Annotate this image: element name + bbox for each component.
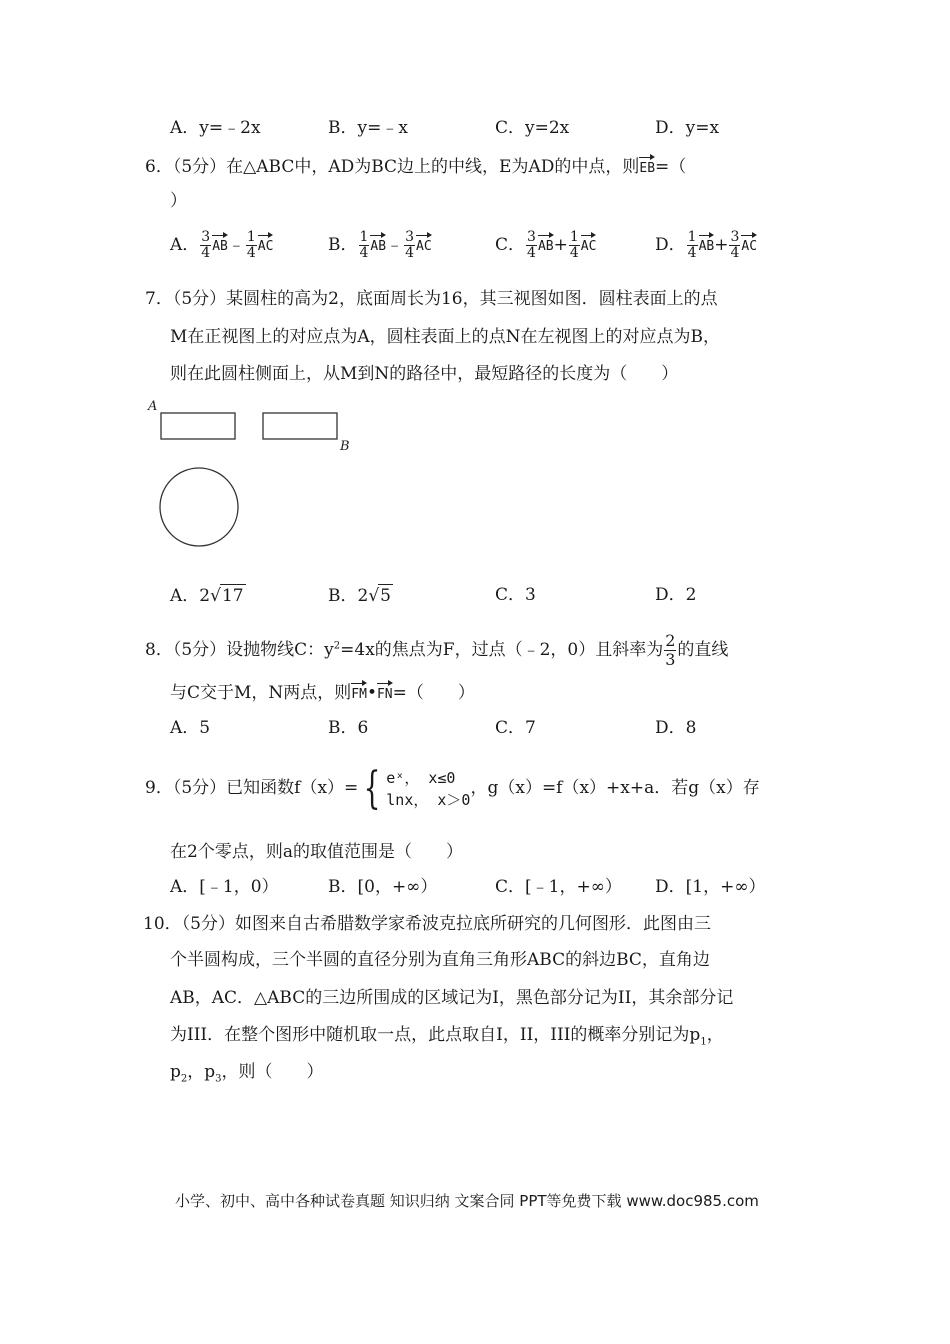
q5-option-a: A．y=﹣2x bbox=[170, 118, 261, 138]
option-label: D． bbox=[655, 235, 686, 255]
fraction: $\frac{3}{4}$ bbox=[527, 229, 536, 261]
coefficient: 2 bbox=[199, 586, 211, 606]
vector-fm: FM bbox=[351, 680, 367, 706]
q10-text: ， bbox=[706, 1025, 724, 1045]
top-view-circle bbox=[160, 468, 238, 546]
q8-stem-line1 bbox=[145, 632, 728, 669]
q7-stem-line1 bbox=[145, 288, 718, 310]
q6-score: （5分） bbox=[172, 157, 227, 177]
q9-text: 已知函数f（x）= bbox=[226, 778, 359, 798]
q9-text: ，g（x）=f（x）+x+a．若g（x）存 bbox=[470, 778, 760, 798]
q8-score: （5分） bbox=[172, 640, 227, 660]
plus-sign: + bbox=[714, 235, 729, 255]
vector-ab: AB bbox=[212, 232, 228, 258]
q8-option-d: D．8 bbox=[655, 718, 697, 738]
q8-option-a: A．5 bbox=[170, 718, 211, 738]
piecewise-brace: { bbox=[363, 762, 381, 814]
vector-fn: FN bbox=[377, 680, 393, 706]
q7-option-c: C．3 bbox=[495, 585, 536, 605]
q7-option-d: D．2 bbox=[655, 585, 697, 605]
dot-product: • bbox=[366, 683, 377, 703]
q8-text: 的直线 bbox=[677, 640, 729, 660]
q10-score: （5分） bbox=[181, 914, 235, 934]
q6-option-d bbox=[655, 230, 757, 261]
q6-close-paren: ） bbox=[170, 191, 187, 211]
radicand: 5 bbox=[380, 586, 391, 606]
q9-stem-line2: 在2个零点，则a的取值范围是（ ） bbox=[170, 842, 463, 862]
minus-sign: ﹣ bbox=[386, 235, 404, 255]
q10-stem-line2: 个半圆构成，三个半圆的直径分别为直角三角形ABC的斜边BC，直角边 bbox=[170, 950, 710, 970]
q6-stem bbox=[145, 154, 686, 180]
q9-option-a: A．[﹣1，0） bbox=[170, 877, 279, 897]
three-view-figure bbox=[140, 395, 370, 555]
q7-stem-line3: 则在此圆柱侧面上，从M到N的路径中，最短路径的长度为（ ） bbox=[170, 364, 679, 384]
q9-number: 9． bbox=[145, 778, 173, 798]
fraction: $\frac{1}{4}$ bbox=[246, 229, 256, 261]
q6-option-c bbox=[495, 230, 596, 261]
piece-1: eˣ， x≤0 bbox=[386, 768, 456, 787]
q8-text: 设抛物线C：y bbox=[226, 640, 334, 660]
vector-ac: AC bbox=[258, 232, 274, 258]
fraction: $\frac{3}{4}$ bbox=[405, 229, 414, 261]
q9-option-d: D．[1，+∞） bbox=[655, 877, 766, 897]
subscript: 3 bbox=[215, 1073, 222, 1085]
q10-text: 如图来自古希腊数学家希波克拉底所研究的几何图形．此图由三 bbox=[234, 914, 711, 934]
q8-number: 8． bbox=[145, 640, 173, 660]
option-label: B． bbox=[328, 235, 358, 255]
vector-ac: AC bbox=[581, 232, 597, 258]
fraction: $\frac{1}{4}$ bbox=[359, 229, 369, 261]
q10-stem-line5 bbox=[170, 1061, 324, 1090]
piece-2: lnx， x＞0 bbox=[386, 790, 471, 809]
q10-text: 为III．在整个图形中随机取一点，此点取自I，II，III的概率分别记为p bbox=[170, 1025, 701, 1045]
fraction: $\frac{2}{3}$ bbox=[665, 631, 676, 669]
q9-option-b: B．[0，+∞） bbox=[328, 877, 438, 897]
superscript: 2 bbox=[333, 640, 341, 652]
page-footer: 小学、初中、高中各种试卷真题 知识归纳 文案合同 PPT等免费下载 www.doc985.com bbox=[175, 1192, 759, 1210]
q9-score: （5分） bbox=[172, 778, 227, 798]
q10-number: 10． bbox=[143, 914, 182, 934]
q8-text: 与C交于M，N两点，则 bbox=[170, 683, 352, 703]
q8-stem-line2 bbox=[170, 680, 475, 706]
radicand: 17 bbox=[221, 586, 244, 606]
q6-number: 6． bbox=[145, 157, 173, 177]
q10-stem-line1 bbox=[143, 913, 711, 935]
q6-option-a bbox=[170, 230, 273, 261]
front-view-rect bbox=[161, 413, 235, 439]
q8-option-b: B．6 bbox=[328, 718, 369, 738]
q7-option-b: B．2√5 bbox=[328, 586, 391, 606]
fraction: $\frac{3}{4}$ bbox=[730, 229, 740, 261]
vector-ac: AC bbox=[416, 232, 432, 258]
fraction: $\frac{3}{4}$ bbox=[201, 229, 211, 261]
side-view-rect bbox=[263, 413, 337, 439]
subscript: 2 bbox=[180, 1073, 188, 1085]
q8-option-c: C．7 bbox=[495, 718, 536, 738]
option-label: B． bbox=[328, 586, 358, 606]
q7-text: 某圆柱的高为2，底面周长为16，其三视图如图．圆柱表面上的点 bbox=[226, 289, 718, 309]
coefficient: 2 bbox=[357, 586, 369, 606]
minus-sign: ﹣ bbox=[227, 235, 245, 255]
fraction: $\frac{1}{4}$ bbox=[687, 229, 697, 261]
q10-stem-line4 bbox=[170, 1024, 724, 1053]
figure-label-b: B bbox=[340, 439, 350, 454]
q7-score: （5分） bbox=[172, 289, 227, 309]
option-label: A． bbox=[170, 586, 200, 606]
q10-text: ，p bbox=[187, 1062, 216, 1082]
q5-option-b: B．y=﹣x bbox=[328, 118, 408, 138]
q5-option-c: C．y=2x bbox=[495, 118, 570, 138]
q9-option-c: C．[﹣1，+∞） bbox=[495, 877, 622, 897]
q7-stem-line2: M在正视图上的对应点为A，圆柱表面上的点N在左视图上的对应点为B， bbox=[170, 327, 721, 347]
option-label: A． bbox=[170, 235, 200, 255]
subscript: 1 bbox=[700, 1036, 707, 1048]
vector-ab: AB bbox=[370, 232, 386, 258]
fraction: $\frac{1}{4}$ bbox=[569, 229, 579, 261]
q5-option-d: D．y=x bbox=[655, 118, 720, 138]
vector-eb: EB bbox=[639, 154, 655, 180]
q6-text-end: =（ bbox=[655, 157, 687, 177]
q8-text: =（ ） bbox=[392, 683, 475, 703]
figure-label-a: A bbox=[148, 399, 158, 414]
q6-option-b bbox=[328, 230, 432, 261]
q8-text: =4x的焦点为F，过点（﹣2，0）且斜率为 bbox=[340, 640, 664, 660]
q6-text: 在△ABC中，AD为BC边上的中线，E为AD的中点，则 bbox=[226, 157, 640, 177]
option-label: C． bbox=[495, 235, 526, 255]
q7-number: 7． bbox=[145, 289, 173, 309]
vector-ab: AB bbox=[538, 232, 554, 258]
plus-sign: + bbox=[553, 235, 568, 255]
piecewise-cases bbox=[386, 767, 470, 811]
vector-ac: AC bbox=[741, 232, 757, 258]
q7-option-a: A．2√17 bbox=[170, 586, 244, 606]
q10-stem-line3: AB，AC．△ABC的三边所围成的区域记为I，黑色部分记为II，其余部分记 bbox=[170, 988, 734, 1008]
q9-stem-line1 bbox=[145, 763, 760, 813]
vector-ab: AB bbox=[699, 232, 715, 258]
q10-text: ，则（ ） bbox=[221, 1062, 324, 1082]
q10-text: p bbox=[170, 1062, 181, 1082]
